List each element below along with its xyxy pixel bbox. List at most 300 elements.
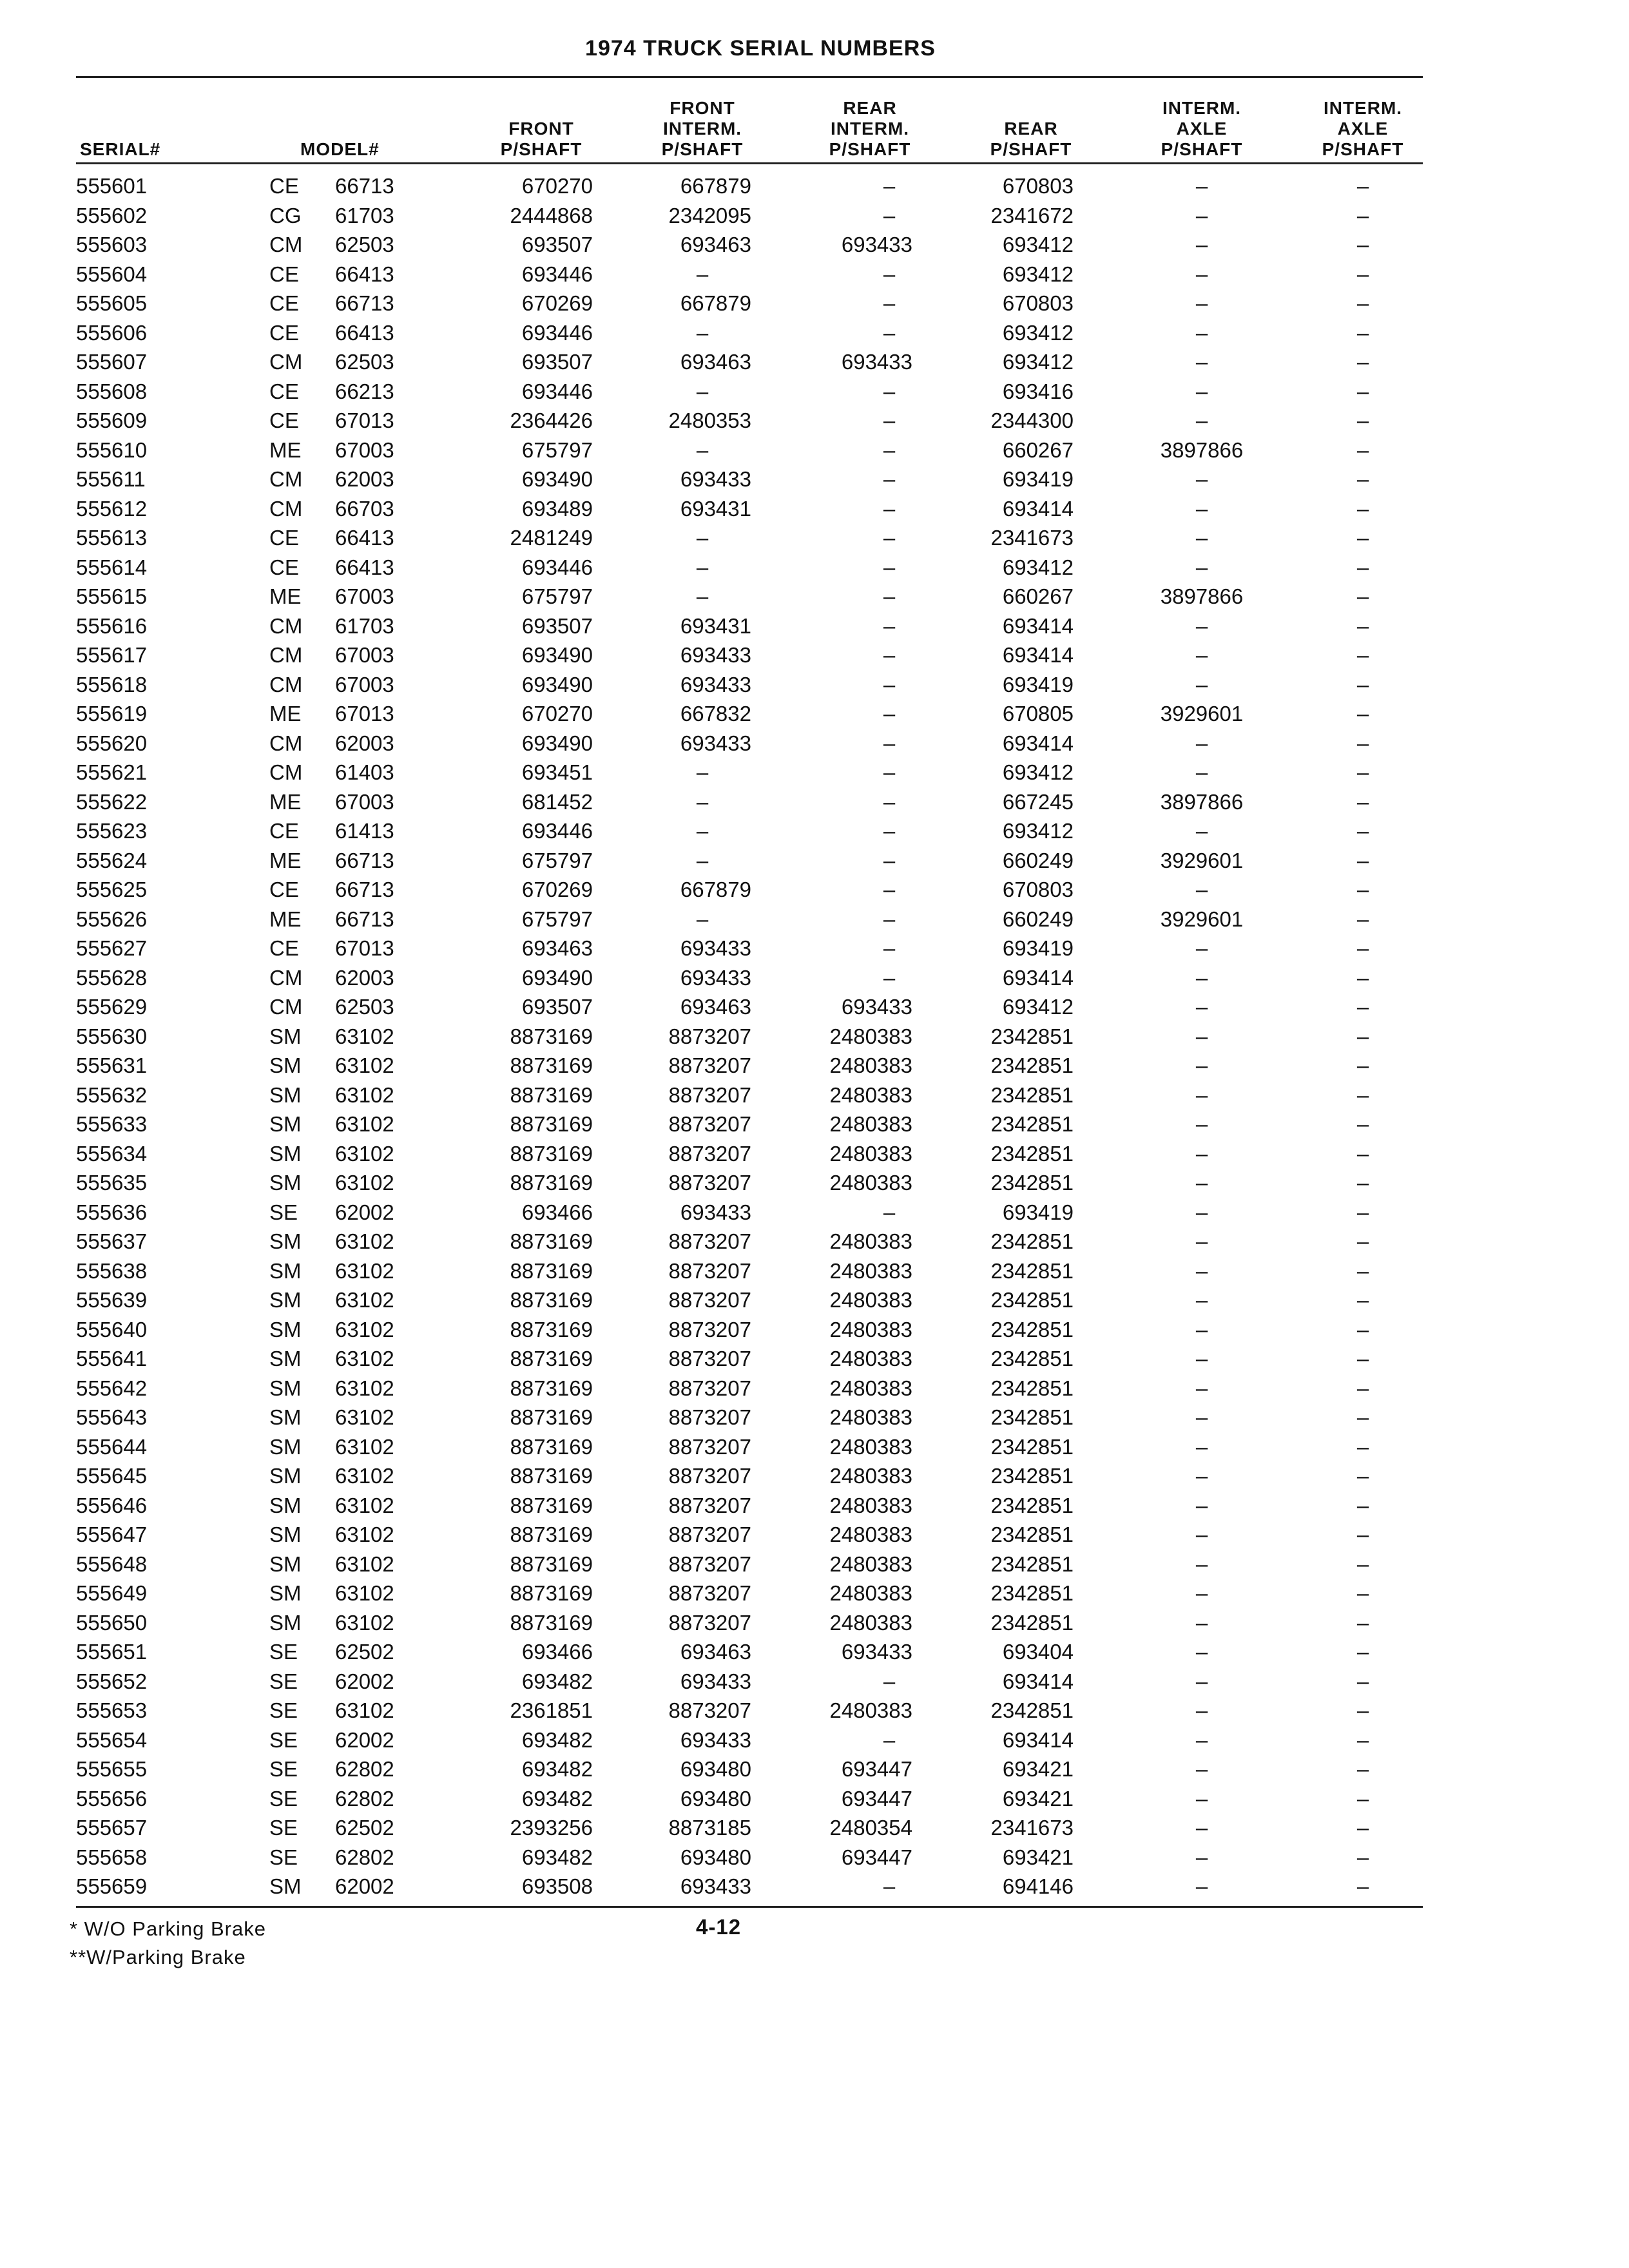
rear-interm-cell: – — [883, 437, 896, 462]
series-cell: ME — [269, 584, 302, 608]
interm-axle-2-cell: – — [1356, 1816, 1369, 1840]
interm-axle-1-cell: – — [1195, 1874, 1208, 1898]
front-pshaft-cell: 693451 — [521, 760, 593, 784]
front-interm-cell: 693480 — [680, 1757, 751, 1781]
front-interm-cell: 8873207 — [668, 1141, 751, 1166]
rear-pshaft-cell: 660249 — [1002, 907, 1074, 931]
rear-interm-cell: 2480383 — [829, 1112, 912, 1136]
interm-axle-1-cell: 3929601 — [1160, 907, 1244, 931]
interm-axle-1-cell: – — [1195, 1024, 1208, 1048]
table-row — [0, 289, 1629, 318]
model-cell: 63102 — [335, 1464, 394, 1488]
table-row — [0, 1344, 1629, 1374]
front-interm-cell: 8873207 — [668, 1053, 751, 1077]
table-row — [0, 787, 1629, 817]
model-cell: 62802 — [335, 1786, 394, 1811]
interm-axle-1-cell: – — [1195, 613, 1208, 638]
table-row — [0, 1491, 1629, 1521]
serial-cell: 555623 — [76, 819, 148, 843]
rear-interm-cell: 2480383 — [829, 1464, 912, 1488]
interm-axle-2-cell: – — [1356, 1317, 1369, 1341]
interm-axle-1-cell: – — [1195, 731, 1208, 755]
front-interm-cell: 8873207 — [668, 1376, 751, 1400]
model-cell: 63102 — [335, 1317, 394, 1341]
series-cell: SE — [269, 1200, 298, 1224]
interm-axle-1-cell: – — [1195, 1288, 1208, 1312]
front-pshaft-cell: 693490 — [521, 731, 593, 755]
table-row — [0, 1550, 1629, 1579]
interm-axle-2-cell: – — [1356, 1141, 1369, 1166]
interm-axle-2-cell: – — [1356, 379, 1369, 403]
front-interm-cell: 693480 — [680, 1786, 751, 1811]
front-pshaft-cell: 693490 — [521, 965, 593, 990]
rear-interm-cell: – — [883, 848, 896, 872]
model-cell: 63102 — [335, 1610, 394, 1635]
rear-pshaft-cell: 693414 — [1002, 496, 1074, 521]
table-bottom-rule — [76, 1906, 1423, 1908]
series-cell: SM — [269, 1258, 302, 1283]
series-cell: CE — [269, 379, 299, 403]
rear-pshaft-cell: 670803 — [1002, 878, 1074, 901]
model-cell: 62003 — [335, 731, 394, 755]
rear-interm-cell: – — [883, 291, 896, 315]
interm-axle-1-cell: – — [1195, 1610, 1208, 1635]
interm-axle-2-cell: – — [1356, 936, 1369, 960]
model-cell: 62802 — [335, 1757, 394, 1781]
interm-axle-2-cell: – — [1356, 496, 1369, 521]
serial-cell: 555607 — [76, 350, 148, 374]
front-pshaft-cell: 693507 — [521, 233, 593, 256]
table-row — [0, 201, 1629, 231]
rear-pshaft-cell: 694146 — [1002, 1874, 1074, 1898]
front-interm-cell: – — [696, 819, 709, 843]
front-interm-cell: 8873207 — [668, 1112, 751, 1136]
rear-pshaft-cell: 2342851 — [990, 1317, 1074, 1341]
front-interm-cell: 8873207 — [668, 1610, 751, 1635]
series-cell: ME — [269, 907, 302, 931]
serial-cell: 555606 — [76, 320, 148, 345]
model-cell: 62003 — [335, 467, 394, 491]
rear-pshaft-cell: 2342851 — [990, 1141, 1074, 1166]
interm-axle-2-cell: – — [1356, 1405, 1369, 1429]
interm-axle-1-cell: – — [1195, 262, 1208, 286]
interm-axle-1-cell: – — [1195, 1171, 1208, 1195]
model-cell: 63102 — [335, 1024, 394, 1048]
interm-axle-1-cell: – — [1195, 936, 1208, 960]
serial-cell: 555624 — [76, 848, 148, 872]
table-row — [0, 1784, 1629, 1814]
front-pshaft-cell: 693446 — [521, 819, 593, 843]
front-interm-cell: 693433 — [680, 643, 751, 667]
model-cell: 67003 — [335, 643, 394, 667]
interm-axle-1-cell: – — [1195, 1640, 1208, 1664]
rear-interm-cell: 2480383 — [829, 1552, 912, 1576]
series-cell: SM — [269, 1024, 302, 1048]
model-cell: 67003 — [335, 789, 394, 814]
rear-pshaft-cell: 693412 — [1002, 350, 1074, 374]
rear-pshaft-cell: 2342851 — [990, 1258, 1074, 1283]
header-bottom-rule — [76, 162, 1423, 164]
rear-interm-cell: – — [883, 702, 896, 726]
serial-cell: 555658 — [76, 1845, 148, 1869]
rear-interm-cell: – — [883, 878, 896, 901]
front-pshaft-cell: 693507 — [521, 613, 593, 638]
serial-cell: 555604 — [76, 262, 148, 286]
table-row — [0, 260, 1629, 289]
rear-pshaft-cell: 693414 — [1002, 965, 1074, 990]
model-cell: 61703 — [335, 613, 394, 638]
table-row — [0, 670, 1629, 700]
interm-axle-1-cell: – — [1195, 203, 1208, 227]
rear-interm-cell: – — [883, 174, 896, 198]
rear-pshaft-cell: 693419 — [1002, 672, 1074, 697]
interm-axle-1-cell: – — [1195, 1347, 1208, 1370]
serial-cell: 555654 — [76, 1727, 148, 1752]
model-cell: 63102 — [335, 1552, 394, 1576]
rear-pshaft-cell: 2342851 — [990, 1112, 1074, 1136]
rear-pshaft-cell: 2342851 — [990, 1523, 1074, 1546]
serial-cell: 555608 — [76, 379, 148, 403]
rear-interm-cell: 2480383 — [829, 1581, 912, 1605]
interm-axle-2-cell: – — [1356, 878, 1369, 901]
model-cell: 67003 — [335, 672, 394, 697]
front-interm-cell: 693433 — [680, 731, 751, 755]
series-cell: SE — [269, 1816, 298, 1840]
model-cell: 67013 — [335, 408, 394, 432]
rear-pshaft-cell: 693412 — [1002, 262, 1074, 286]
interm-axle-1-cell: – — [1195, 760, 1208, 784]
table-row — [0, 582, 1629, 611]
front-interm-cell: 693463 — [680, 350, 751, 374]
front-pshaft-cell: 8873169 — [510, 1112, 593, 1136]
series-cell: CE — [269, 819, 299, 843]
model-cell: 62503 — [335, 350, 394, 374]
rear-pshaft-cell: 693416 — [1002, 379, 1074, 403]
rear-interm-cell: – — [883, 965, 896, 990]
rear-pshaft-cell: 670803 — [1002, 291, 1074, 315]
rear-interm-cell: 2480383 — [829, 1288, 912, 1312]
table-row — [0, 816, 1629, 846]
model-cell: 63102 — [335, 1082, 394, 1107]
rear-pshaft-cell: 2344300 — [990, 408, 1074, 432]
rear-pshaft-cell: 2342851 — [990, 1053, 1074, 1077]
serial-cell: 555649 — [76, 1581, 148, 1605]
serial-cell: 555638 — [76, 1258, 148, 1283]
table-row — [0, 1256, 1629, 1286]
table-row — [0, 465, 1629, 494]
front-pshaft-cell: 670269 — [521, 291, 593, 315]
rear-pshaft-cell: 693412 — [1002, 995, 1074, 1019]
header-front-pshaft: FRONT P/SHAFT — [500, 119, 583, 159]
table-row — [0, 1520, 1629, 1550]
front-pshaft-cell: 8873169 — [510, 1552, 593, 1576]
front-interm-cell: 667879 — [680, 291, 751, 315]
series-cell: CM — [269, 233, 303, 256]
interm-axle-2-cell: – — [1356, 1288, 1369, 1312]
interm-axle-2-cell: – — [1356, 1082, 1369, 1107]
front-interm-cell: 667832 — [680, 702, 751, 726]
front-interm-cell: 8873207 — [668, 1523, 751, 1546]
serial-cell: 555648 — [76, 1552, 148, 1576]
interm-axle-1-cell: – — [1195, 1757, 1208, 1781]
front-pshaft-cell: 693482 — [521, 1757, 593, 1781]
interm-axle-2-cell: – — [1356, 1112, 1369, 1136]
series-cell: ME — [269, 789, 302, 814]
front-interm-cell: – — [696, 848, 709, 872]
rear-pshaft-cell: 2342851 — [990, 1464, 1074, 1488]
rear-pshaft-cell: 2342851 — [990, 1082, 1074, 1107]
front-interm-cell: 667879 — [680, 174, 751, 198]
front-interm-cell: 8873207 — [668, 1698, 751, 1722]
series-cell: SE — [269, 1845, 298, 1869]
model-cell: 62503 — [335, 233, 394, 256]
rear-interm-cell: 2480383 — [829, 1141, 912, 1166]
model-cell: 63102 — [335, 1698, 394, 1722]
interm-axle-1-cell: – — [1195, 1112, 1208, 1136]
table-row — [0, 1725, 1629, 1755]
model-cell: 66213 — [335, 379, 394, 403]
rear-interm-cell: 2480383 — [829, 1376, 912, 1400]
serial-cell: 555652 — [76, 1669, 148, 1693]
model-cell: 67013 — [335, 936, 394, 960]
serial-cell: 555614 — [76, 555, 148, 579]
model-cell: 62002 — [335, 1727, 394, 1752]
interm-axle-1-cell: – — [1195, 878, 1208, 901]
series-cell: SM — [269, 1581, 302, 1605]
interm-axle-2-cell: – — [1356, 1464, 1369, 1488]
model-cell: 66413 — [335, 555, 394, 579]
rear-pshaft-cell: 693414 — [1002, 613, 1074, 638]
header-front-interm-pshaft: FRONT INTERM. P/SHAFT — [661, 98, 744, 159]
table-row — [0, 553, 1629, 582]
interm-axle-1-cell: – — [1195, 1258, 1208, 1283]
footnote: * W/O Parking Brake — [70, 1917, 266, 1940]
header-interm-axle-pshaft-1: INTERM. AXLE P/SHAFT — [1161, 98, 1243, 159]
front-interm-cell: 8873207 — [668, 1434, 751, 1459]
interm-axle-2-cell: – — [1356, 291, 1369, 315]
interm-axle-2-cell: – — [1356, 1727, 1369, 1752]
rear-interm-cell: 2480383 — [829, 1171, 912, 1195]
interm-axle-2-cell: – — [1356, 1376, 1369, 1400]
interm-axle-2-cell: – — [1356, 320, 1369, 345]
interm-axle-2-cell: – — [1356, 174, 1369, 198]
interm-axle-2-cell: – — [1356, 1640, 1369, 1664]
footnotes — [70, 1915, 266, 1972]
front-pshaft-cell: 693490 — [521, 643, 593, 667]
model-cell: 63102 — [335, 1229, 394, 1253]
table-row — [0, 171, 1629, 201]
serial-cell: 555644 — [76, 1434, 148, 1459]
front-pshaft-cell: 693446 — [521, 555, 593, 579]
front-interm-cell: 8873207 — [668, 1581, 751, 1605]
rear-interm-cell: – — [883, 203, 896, 227]
series-cell: SE — [269, 1757, 298, 1781]
series-cell: SM — [269, 1053, 302, 1077]
front-pshaft-cell: 681452 — [521, 789, 593, 814]
serial-cell: 555602 — [76, 203, 148, 227]
rear-interm-cell: – — [883, 789, 896, 814]
series-cell: SM — [269, 1171, 302, 1195]
serial-cell: 555610 — [76, 437, 148, 462]
interm-axle-2-cell: – — [1356, 731, 1369, 755]
rear-pshaft-cell: 693414 — [1002, 731, 1074, 755]
interm-axle-1-cell: – — [1195, 1376, 1208, 1400]
serial-cell: 555618 — [76, 672, 148, 697]
series-cell: SM — [269, 1229, 302, 1253]
rear-pshaft-cell: 660267 — [1002, 437, 1074, 462]
rear-interm-cell: – — [883, 672, 896, 697]
series-cell: SM — [269, 1874, 302, 1898]
interm-axle-1-cell: – — [1195, 467, 1208, 491]
front-interm-cell: – — [696, 760, 709, 784]
interm-axle-1-cell: – — [1195, 995, 1208, 1019]
interm-axle-1-cell: – — [1195, 408, 1208, 432]
table-row — [0, 1168, 1629, 1198]
interm-axle-2-cell: – — [1356, 1669, 1369, 1693]
front-pshaft-cell: 693482 — [521, 1786, 593, 1811]
header-top-rule — [76, 76, 1423, 78]
series-cell: CE — [269, 291, 299, 315]
front-pshaft-cell: 675797 — [521, 848, 593, 872]
serial-cell: 555656 — [76, 1786, 148, 1811]
serial-cell: 555637 — [76, 1229, 148, 1253]
front-interm-cell: 693433 — [680, 1727, 751, 1752]
interm-axle-1-cell: 3897866 — [1160, 584, 1244, 608]
front-pshaft-cell: 693463 — [521, 936, 593, 960]
table-row — [0, 436, 1629, 465]
front-pshaft-cell: 8873169 — [510, 1317, 593, 1341]
serial-cell: 555603 — [76, 233, 148, 256]
table-row — [0, 1667, 1629, 1696]
table-row — [0, 494, 1629, 524]
interm-axle-1-cell: – — [1195, 233, 1208, 256]
front-interm-cell: – — [696, 584, 709, 608]
rear-pshaft-cell: 693421 — [1002, 1786, 1074, 1811]
rear-interm-cell: – — [883, 1200, 896, 1224]
interm-axle-1-cell: – — [1195, 350, 1208, 374]
front-interm-cell: 8873207 — [668, 1317, 751, 1341]
interm-axle-2-cell: – — [1356, 262, 1369, 286]
serial-cell: 555641 — [76, 1347, 148, 1370]
series-cell: CM — [269, 643, 303, 667]
serial-cell: 555632 — [76, 1082, 148, 1107]
serial-cell: 555609 — [76, 408, 148, 432]
interm-axle-1-cell: – — [1195, 1698, 1208, 1722]
front-pshaft-cell: 693482 — [521, 1845, 593, 1869]
serial-cell: 555647 — [76, 1523, 148, 1546]
front-pshaft-cell: 693446 — [521, 262, 593, 286]
rear-pshaft-cell: 2342851 — [990, 1229, 1074, 1253]
interm-axle-2-cell: – — [1356, 1229, 1369, 1253]
rear-interm-cell: 2480383 — [829, 1523, 912, 1546]
table-row — [0, 905, 1629, 934]
front-interm-cell: 8873207 — [668, 1347, 751, 1370]
interm-axle-1-cell: – — [1195, 1816, 1208, 1840]
front-pshaft-cell: 2364426 — [510, 408, 593, 432]
rear-interm-cell: 693433 — [841, 350, 912, 374]
model-cell: 62002 — [335, 1200, 394, 1224]
rear-interm-cell: – — [883, 643, 896, 667]
rear-interm-cell: – — [883, 613, 896, 638]
front-pshaft-cell: 8873169 — [510, 1493, 593, 1517]
rear-interm-cell: 2480383 — [829, 1698, 912, 1722]
rear-interm-cell: 2480383 — [829, 1229, 912, 1253]
rear-interm-cell: – — [883, 760, 896, 784]
rear-interm-cell: 693433 — [841, 233, 912, 256]
table-row — [0, 1051, 1629, 1081]
interm-axle-2-cell: – — [1356, 555, 1369, 579]
front-pshaft-cell: 8873169 — [510, 1171, 593, 1195]
series-cell: SE — [269, 1786, 298, 1811]
interm-axle-2-cell: – — [1356, 1581, 1369, 1605]
table-row — [0, 1110, 1629, 1139]
rear-interm-cell: – — [883, 467, 896, 491]
rear-pshaft-cell: 693412 — [1002, 760, 1074, 784]
table-row — [0, 377, 1629, 407]
rear-pshaft-cell: 693404 — [1002, 1640, 1074, 1664]
series-cell: SM — [269, 1376, 302, 1400]
front-interm-cell: 8873207 — [668, 1288, 751, 1312]
serial-cell: 555633 — [76, 1112, 148, 1136]
interm-axle-2-cell: – — [1356, 1874, 1369, 1898]
rear-pshaft-cell: 2342851 — [990, 1024, 1074, 1048]
front-interm-cell: 8873207 — [668, 1405, 751, 1429]
front-pshaft-cell: 693490 — [521, 672, 593, 697]
front-interm-cell: 8873207 — [668, 1024, 751, 1048]
table-row — [0, 729, 1629, 758]
table-row — [0, 1081, 1629, 1110]
model-cell: 63102 — [335, 1288, 394, 1312]
serial-cell: 555613 — [76, 526, 148, 550]
serial-cell: 555612 — [76, 496, 148, 521]
front-interm-cell: 667879 — [680, 878, 751, 901]
model-cell: 63102 — [335, 1112, 394, 1136]
front-pshaft-cell: 2481249 — [510, 526, 593, 550]
series-cell: SM — [269, 1317, 302, 1341]
front-interm-cell: 693433 — [680, 1200, 751, 1224]
rear-pshaft-cell: 693414 — [1002, 1669, 1074, 1693]
model-cell: 67003 — [335, 437, 394, 462]
rear-interm-cell: – — [883, 526, 896, 550]
interm-axle-2-cell: – — [1356, 1200, 1369, 1224]
rear-interm-cell: 2480383 — [829, 1053, 912, 1077]
front-pshaft-cell: 8873169 — [510, 1464, 593, 1488]
rear-pshaft-cell: 693414 — [1002, 1727, 1074, 1752]
front-interm-cell: 693433 — [680, 1874, 751, 1898]
series-cell: SM — [269, 1112, 302, 1136]
series-cell: SM — [269, 1493, 302, 1517]
table-row — [0, 1813, 1629, 1843]
table-row — [0, 406, 1629, 436]
front-interm-cell: 693433 — [680, 936, 751, 960]
table-row — [0, 992, 1629, 1022]
interm-axle-1-cell: – — [1195, 1523, 1208, 1546]
front-interm-cell: 8873207 — [668, 1229, 751, 1253]
model-cell: 62502 — [335, 1640, 394, 1664]
front-interm-cell: 2342095 — [668, 203, 751, 227]
interm-axle-2-cell: – — [1356, 819, 1369, 843]
serial-cell: 555655 — [76, 1757, 148, 1781]
rear-pshaft-cell: 2342851 — [990, 1171, 1074, 1195]
serial-cell: 555629 — [76, 995, 148, 1019]
front-interm-cell: – — [696, 789, 709, 814]
series-cell: CM — [269, 613, 303, 638]
interm-axle-2-cell: – — [1356, 702, 1369, 726]
model-cell: 63102 — [335, 1171, 394, 1195]
rear-pshaft-cell: 660249 — [1002, 848, 1074, 872]
front-pshaft-cell: 8873169 — [510, 1347, 593, 1370]
rear-interm-cell: 2480354 — [829, 1816, 912, 1840]
